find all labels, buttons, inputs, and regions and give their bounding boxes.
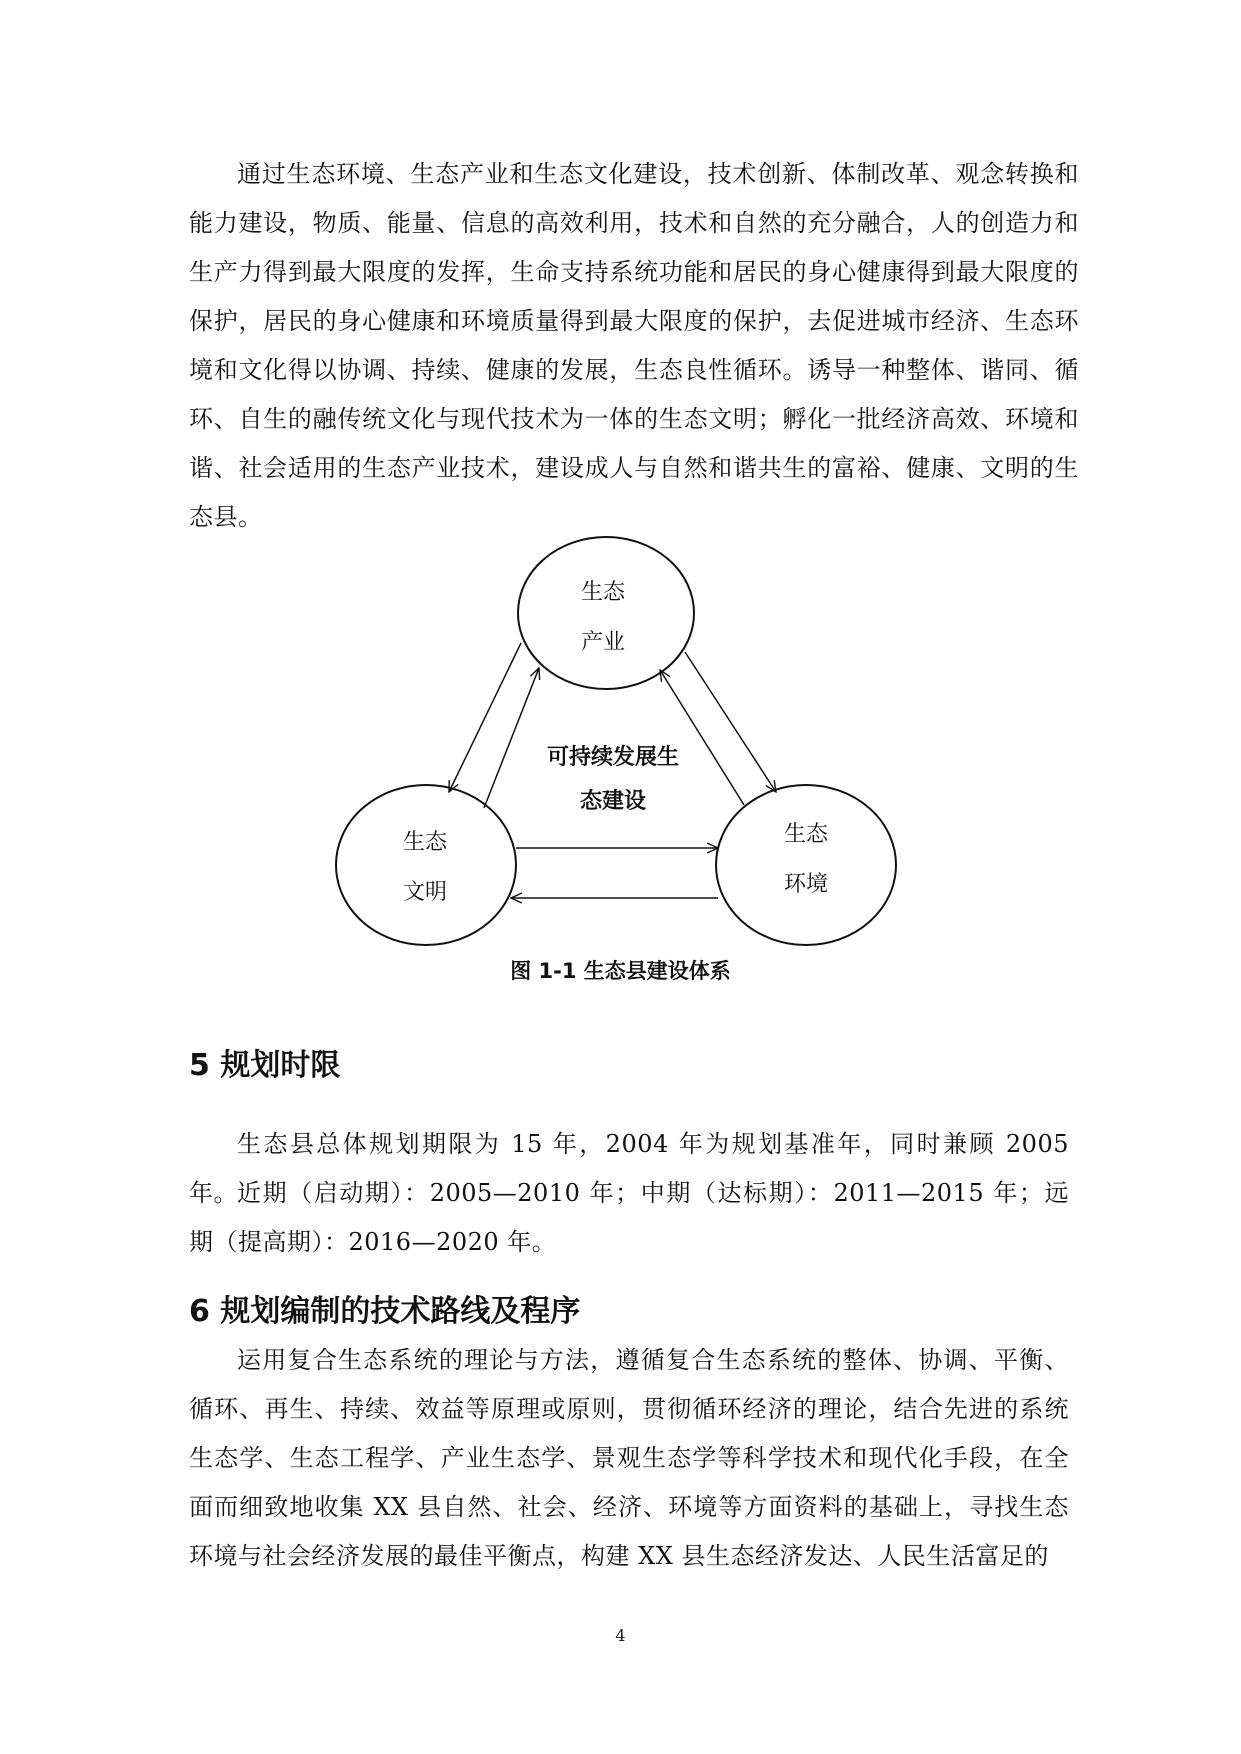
- arrow-left-to-top: [484, 668, 539, 808]
- left-node-line-2: 文明: [402, 880, 448, 905]
- right-node-line-1: 生态: [783, 822, 829, 847]
- arrow-right-to-top: [660, 670, 744, 805]
- center-label-line-1: 可持续发展生: [546, 745, 680, 770]
- top-node-circle: [518, 537, 694, 689]
- paragraph-planning-phases: 近期（启动期）：2005—2010 年；中期（达标期）：2011—2015 年；远期（提高期）：2016—2020 年。: [189, 1179, 1069, 1256]
- top-node-line-2: 产业: [580, 630, 626, 655]
- center-label-line-2: 态建设: [579, 789, 647, 814]
- paragraph-planning-period: 生态县总体规划期限为 15 年，2004 年为规划基准年，同时兼顾 2005 年。: [189, 1130, 1069, 1207]
- arrow-top-to-left: [449, 643, 521, 792]
- figure-caption: 图 1-1 生态县建设体系: [510, 959, 731, 983]
- page-number: 4: [615, 1626, 626, 1645]
- paragraph-eco-county-goals: 通过生态环境、生态产业和生态文化建设，技术创新、体制改革、观念转换和能力建设，物质、能量、信息的高效利用，技术和自然的充分融合，人的创造力和生产力得到最大限度的发挥，生命支持系统功能和居民的身心健康得到最大限度的保护，居民的身心健康和环境质量得到最大限度的保护，去促进城市经济、生态环境和文化得以协调、持续、健康的发展，生态良性循环。诱导一种整体、谐同、循环、自生的融传统文化与现代技术为一体的生态文明；孵化一批经济高效、环境和谐、社会适用的生态产业技术，建设成人与自然和谐共生的富裕、健康、文明的生态县。: [189, 160, 1079, 531]
- section-heading-technical-route: 6 规划编制的技术路线及程序: [189, 1294, 581, 1329]
- right-node-line-2: 环境: [783, 872, 829, 897]
- left-node-line-1: 生态: [402, 830, 448, 855]
- left-node-circle: [336, 785, 516, 945]
- arrow-top-to-right: [685, 652, 776, 792]
- paragraph-technical-route: 运用复合生态系统的理论与方法，遵循复合生态系统的整体、协调、平衡、循环、再生、持续、效益等原理或原则，贯彻循环经济的理论，结合先进的系统生态学、生态工程学、产业生态学、景观生态学等科学技术和现代化手段，在全面而细致地收集 XX 县自然、社会、经济、环境等方面资料的基础上，寻找生态环境与社会经济发展的最佳平衡点，构建 XX 县生态经济发达、人民生活富足的: [189, 1346, 1069, 1570]
- section-heading-planning-period: 5 规划时限: [189, 1048, 341, 1083]
- top-node-line-1: 生态: [580, 580, 626, 605]
- right-node-circle: [716, 785, 896, 945]
